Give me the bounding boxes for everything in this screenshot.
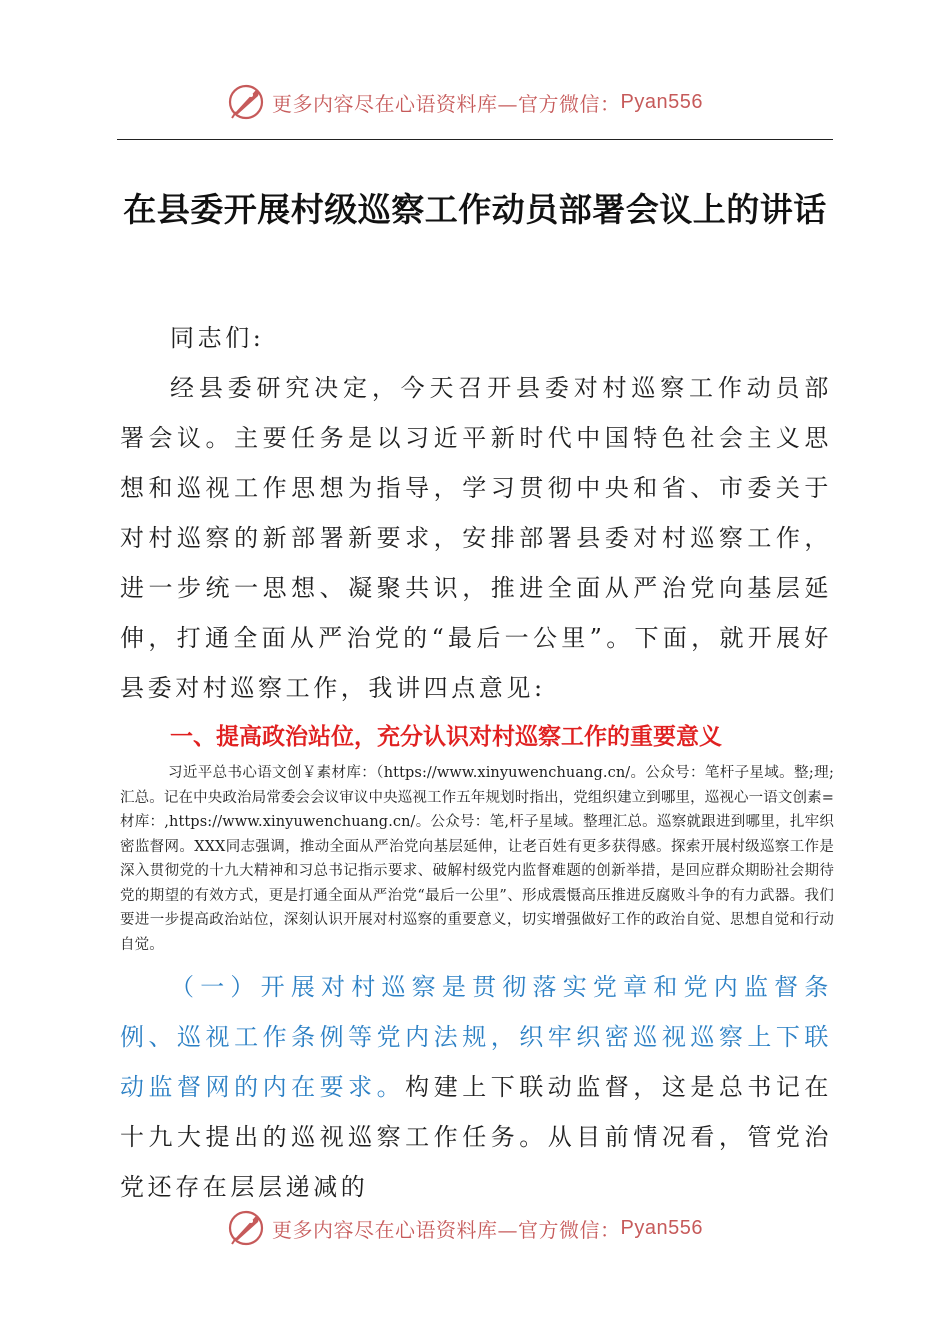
quill-logo-icon: [226, 82, 266, 122]
paragraph-2-text: 构建上下联动监督，这是总书记在十九大提出的巡视巡察工作任务。从目前情况看，管党治党还存在层层递减的: [120, 1073, 833, 1201]
document-title: 在县委开展村级巡察工作动员部署会议上的讲话: [123, 190, 827, 229]
subheading-1: （一）开展对村巡察是贯彻落实党章和党内监督条例、巡视工作条例等党内法规，织牢织密巡视巡察上下联动监督网的内在要求。: [120, 973, 832, 1101]
header-rule: [117, 139, 833, 140]
banner-text: 更多内容尽在心语资料库—官方微信：: [272, 91, 621, 116]
small-paragraph: 习近平总书心语文创￥素材库：（https://www.xinyuwenchuang.cn/。公众号：笔杆子星域。整;理;汇总。记在中央政治局常委会会议审议中央巡视工作五年规划时指出，党组织建立到哪里，巡视心一语文创素=材库：,https://www.xinyuwenchuang.cn/。公众号：笔,杆子星域。整理汇总。巡察就跟进到哪里，扎牢织密监督网。XXX同志强调，推动全面从严治党向基层延伸，让老百姓有更多获得感。探索开展村级巡察工作是深入贯彻党的十九大精神和习总书记指示要求、破解村级党内监督难题的创新举措，是回应群众期盼社会期待党的期望的有效方式，更是打通全面从严治党“最后一公里”、形成震慑高压推进反腐败斗争的有力武器。我们要进一步提高政治站位，深刻认识开展对村巡察的重要意义，切实增强做好工作的政治自觉、思想自觉和行动自觉。: [120, 765, 834, 953]
footer-banner-text: 更多内容尽在心语资料库—官方微信：: [272, 1217, 621, 1242]
section-heading-1: 一、提高政治站位，充分认识对村巡察工作的重要意义: [170, 724, 722, 750]
banner-wechat-id: Pyan556: [620, 90, 703, 113]
quill-logo-icon: [226, 1208, 266, 1248]
paragraph-2: [120, 962, 832, 1212]
salutation: 同志们:: [170, 324, 265, 352]
footer-wechat-id: Pyan556: [620, 1216, 703, 1239]
header-banner: [226, 82, 746, 122]
footer-banner: [226, 1208, 746, 1248]
paragraph-intro: 经县委研究决定，今天召开县委对村巡察工作动员部署会议。主要任务是以习近平新时代中国特色社会主义思想和巡视工作思想为指导，学习贯彻中央和省、市委关于对村巡察的新部署新要求，安排部署县委对村巡察工作，进一步统一思想、凝聚共识，推进全面从严治党向基层延伸，打通全面从严治党的“最后一公里”。下面，就开展好县委对村巡察工作，我讲四点意见:: [120, 374, 832, 702]
